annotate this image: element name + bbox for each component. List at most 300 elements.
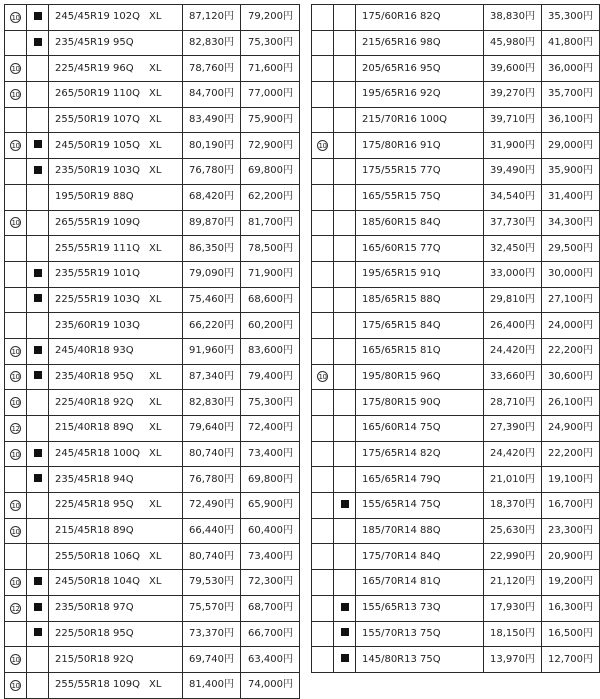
black-square-icon <box>34 269 42 277</box>
product-cell <box>356 184 484 210</box>
discount-price-cell: 20,900円 <box>542 544 600 570</box>
mark-cell-1 <box>5 595 27 621</box>
table-row <box>5 107 300 133</box>
load-speed-index: 95Q <box>420 62 441 74</box>
discount-price-cell: 62,200円 <box>241 184 300 210</box>
price-cell: 69,740円 <box>183 647 241 673</box>
price-cell: 76,780円 <box>183 159 241 185</box>
mark-cell-1 <box>312 621 334 647</box>
load-speed-index: 92Q <box>113 396 134 408</box>
price-cell: 22,990円 <box>484 544 542 570</box>
price-cell: 27,390円 <box>484 416 542 442</box>
load-speed-index: 84Q <box>420 216 441 228</box>
mark-cell-1 <box>312 313 334 339</box>
load-speed-index: 95Q <box>113 370 134 382</box>
mark-cell-2 <box>27 390 49 416</box>
table-row <box>312 5 600 31</box>
tire-size: 165/60R14 <box>362 422 417 434</box>
discount-price-cell: 77,000円 <box>241 82 300 108</box>
discount-price-cell: 41,800円 <box>542 30 600 56</box>
load-speed-index: 103Q <box>113 165 140 177</box>
tire-size: 195/80R15 <box>362 370 417 382</box>
mark-cell-2 <box>334 159 356 185</box>
load-speed-index: 93Q <box>113 345 134 357</box>
mark-cell-2 <box>334 313 356 339</box>
tire-size: 245/40R18 <box>55 345 110 357</box>
table-row <box>5 236 300 262</box>
circled-number-mark: 10 <box>11 399 20 408</box>
price-cell: 79,530円 <box>183 570 241 596</box>
tire-size: 215/65R16 <box>362 37 417 49</box>
tire-size: 185/60R15 <box>362 216 417 228</box>
mark-cell-2 <box>334 210 356 236</box>
table-row <box>5 5 300 31</box>
load-speed-index: 105Q <box>113 139 140 151</box>
black-square-icon <box>34 628 42 636</box>
mark-cell-2 <box>27 595 49 621</box>
tire-size: 245/50R18 <box>55 576 110 588</box>
price-cell: 33,000円 <box>484 261 542 287</box>
discount-price-cell: 19,200円 <box>542 570 600 596</box>
table-row <box>312 595 600 621</box>
discount-price-cell: 35,700円 <box>542 82 600 108</box>
tire-size: 245/50R19 <box>55 139 110 151</box>
mark-cell-1 <box>5 184 27 210</box>
table-row <box>5 82 300 108</box>
load-speed-index: 111Q <box>113 242 140 254</box>
mark-cell-2 <box>27 518 49 544</box>
tire-size: 235/50R19 <box>55 165 110 177</box>
price-cell: 80,740円 <box>183 544 241 570</box>
product-cell <box>49 647 183 673</box>
load-speed-index: 109Q <box>113 679 140 691</box>
discount-price-cell: 69,800円 <box>241 467 300 493</box>
load-speed-index: 81Q <box>420 345 441 357</box>
price-table-left <box>4 4 300 699</box>
product-cell <box>356 518 484 544</box>
price-cell: 34,540円 <box>484 184 542 210</box>
tire-size: 255/55R19 <box>55 242 110 254</box>
table-row <box>312 647 600 673</box>
black-square-icon <box>341 628 349 636</box>
load-speed-index: 95Q <box>113 37 134 49</box>
product-cell <box>356 467 484 493</box>
mark-cell-2 <box>27 210 49 236</box>
tire-size: 265/50R19 <box>55 88 110 100</box>
table-row <box>312 416 600 442</box>
load-speed-index: 103Q <box>113 293 140 305</box>
tire-size: 205/65R16 <box>362 62 417 74</box>
product-cell <box>49 338 183 364</box>
mark-cell-2 <box>334 338 356 364</box>
mark-cell-2 <box>334 133 356 159</box>
mark-cell-1 <box>5 570 27 596</box>
product-cell <box>356 107 484 133</box>
price-cell: 87,120円 <box>183 5 241 31</box>
load-speed-index: 81Q <box>420 576 441 588</box>
tire-size: 175/80R15 <box>362 396 417 408</box>
table-row <box>312 159 600 185</box>
table-row <box>5 364 300 390</box>
mark-cell-2 <box>334 82 356 108</box>
price-cell: 31,900円 <box>484 133 542 159</box>
product-cell <box>49 107 183 133</box>
circled-number-mark: 10 <box>11 142 20 151</box>
product-cell <box>49 493 183 519</box>
circled-number-mark: 10 <box>11 65 20 74</box>
load-speed-index: 110Q <box>113 88 140 100</box>
mark-cell-2 <box>27 159 49 185</box>
product-cell <box>356 236 484 262</box>
mark-cell-1 <box>312 133 334 159</box>
discount-price-cell: 73,400円 <box>241 441 300 467</box>
table-row <box>312 544 600 570</box>
load-speed-index: 100Q <box>113 448 140 460</box>
mark-cell-2 <box>27 544 49 570</box>
tire-size: 215/50R18 <box>55 653 110 665</box>
price-cell: 45,980円 <box>484 30 542 56</box>
circled-number-mark: 10 <box>11 681 20 690</box>
mark-cell-1 <box>5 210 27 236</box>
discount-price-cell: 75,300円 <box>241 30 300 56</box>
xl-label: XL <box>149 88 162 100</box>
table-row <box>5 184 300 210</box>
circled-number-mark: 10 <box>11 450 20 459</box>
mark-cell-1 <box>312 467 334 493</box>
load-speed-index: 96Q <box>113 62 134 74</box>
xl-label: XL <box>149 576 162 588</box>
load-speed-index: 75Q <box>420 653 441 665</box>
tire-size: 255/55R18 <box>55 679 110 691</box>
product-cell <box>356 82 484 108</box>
circled-number-mark: 10 <box>318 373 327 382</box>
mark-cell-1 <box>312 261 334 287</box>
table-row <box>312 518 600 544</box>
table-row <box>5 159 300 185</box>
discount-price-cell: 73,400円 <box>241 544 300 570</box>
table-row <box>5 338 300 364</box>
price-cell: 21,120円 <box>484 570 542 596</box>
price-cell: 72,490円 <box>183 493 241 519</box>
table-row <box>312 364 600 390</box>
table-row <box>5 390 300 416</box>
table-row <box>5 647 300 673</box>
discount-price-cell: 16,700円 <box>542 493 600 519</box>
mark-cell-2 <box>334 621 356 647</box>
load-speed-index: 88Q <box>420 293 441 305</box>
circled-number-mark: 10 <box>11 219 20 228</box>
load-speed-index: 104Q <box>113 576 140 588</box>
price-cell: 29,810円 <box>484 287 542 313</box>
table-row <box>312 133 600 159</box>
discount-price-cell: 75,900円 <box>241 107 300 133</box>
load-speed-index: 75Q <box>420 627 441 639</box>
tire-size: 195/50R19 <box>55 191 110 203</box>
tire-size: 245/45R19 <box>55 11 110 23</box>
table-row <box>312 621 600 647</box>
discount-price-cell: 30,600円 <box>542 364 600 390</box>
mark-cell-2 <box>334 544 356 570</box>
discount-price-cell: 36,100円 <box>542 107 600 133</box>
mark-cell-1 <box>5 313 27 339</box>
tire-size: 235/60R19 <box>55 319 110 331</box>
black-square-icon <box>34 371 42 379</box>
circled-number-mark: 10 <box>11 578 20 587</box>
circled-number-mark: 10 <box>11 13 20 22</box>
table-row <box>5 493 300 519</box>
discount-price-cell: 79,200円 <box>241 5 300 31</box>
mark-cell-2 <box>27 287 49 313</box>
price-cell: 80,190円 <box>183 133 241 159</box>
table-row <box>5 416 300 442</box>
discount-price-cell: 36,000円 <box>542 56 600 82</box>
mark-cell-1 <box>5 30 27 56</box>
load-speed-index: 88Q <box>420 525 441 537</box>
table-row <box>312 570 600 596</box>
load-speed-index: 75Q <box>420 422 441 434</box>
xl-label: XL <box>149 550 162 562</box>
mark-cell-1 <box>312 647 334 673</box>
table-row <box>5 210 300 236</box>
product-cell <box>49 287 183 313</box>
tire-size: 225/55R19 <box>55 293 110 305</box>
tire-size: 175/70R14 <box>362 550 417 562</box>
product-cell <box>356 544 484 570</box>
mark-cell-1 <box>312 493 334 519</box>
load-speed-index: 91Q <box>420 268 441 280</box>
mark-cell-1 <box>5 5 27 31</box>
discount-price-cell: 30,000円 <box>542 261 600 287</box>
load-speed-index: 75Q <box>420 191 441 203</box>
discount-price-cell: 24,000円 <box>542 313 600 339</box>
product-cell <box>356 133 484 159</box>
tire-size: 165/70R14 <box>362 576 417 588</box>
price-cell: 89,870円 <box>183 210 241 236</box>
price-cell: 82,830円 <box>183 390 241 416</box>
black-square-icon <box>34 346 42 354</box>
price-cell: 79,640円 <box>183 416 241 442</box>
mark-cell-2 <box>27 107 49 133</box>
xl-label: XL <box>149 396 162 408</box>
table-row <box>312 56 600 82</box>
black-square-icon <box>34 166 42 174</box>
price-cell: 75,570円 <box>183 595 241 621</box>
discount-price-cell: 31,400円 <box>542 184 600 210</box>
mark-cell-2 <box>334 287 356 313</box>
tire-size: 255/50R18 <box>55 550 110 562</box>
load-speed-index: 103Q <box>113 319 140 331</box>
table-row <box>312 184 600 210</box>
load-speed-index: 96Q <box>420 370 441 382</box>
load-speed-index: 100Q <box>420 114 447 126</box>
tire-size: 225/40R18 <box>55 396 110 408</box>
circled-number-mark: 10 <box>11 656 20 665</box>
circled-number-mark: 10 <box>11 501 20 510</box>
tire-size: 255/50R19 <box>55 114 110 126</box>
table-row <box>5 518 300 544</box>
discount-price-cell: 65,900円 <box>241 493 300 519</box>
discount-price-cell: 74,000円 <box>241 672 300 698</box>
product-cell <box>356 159 484 185</box>
tire-size: 165/65R14 <box>362 473 417 485</box>
mark-cell-2 <box>27 364 49 390</box>
table-row <box>5 441 300 467</box>
discount-price-cell: 29,500円 <box>542 236 600 262</box>
mark-cell-2 <box>334 518 356 544</box>
mark-cell-2 <box>334 261 356 287</box>
mark-cell-2 <box>334 30 356 56</box>
discount-price-cell: 24,900円 <box>542 416 600 442</box>
price-cell: 28,710円 <box>484 390 542 416</box>
product-cell <box>356 364 484 390</box>
mark-cell-2 <box>334 184 356 210</box>
price-cell: 84,700円 <box>183 82 241 108</box>
price-cell: 68,420円 <box>183 184 241 210</box>
load-speed-index: 79Q <box>420 473 441 485</box>
tire-size: 155/65R13 <box>362 602 417 614</box>
product-cell <box>356 210 484 236</box>
price-cell: 87,340円 <box>183 364 241 390</box>
table-row <box>312 390 600 416</box>
price-cell: 39,600円 <box>484 56 542 82</box>
xl-label: XL <box>149 139 162 151</box>
product-cell <box>49 672 183 698</box>
price-cell: 91,960円 <box>183 338 241 364</box>
price-cell: 76,780円 <box>183 467 241 493</box>
product-cell <box>49 390 183 416</box>
discount-price-cell: 75,300円 <box>241 390 300 416</box>
product-cell <box>49 416 183 442</box>
xl-label: XL <box>149 448 162 460</box>
price-cell: 17,930円 <box>484 595 542 621</box>
tire-size: 165/55R15 <box>362 191 417 203</box>
price-cell: 32,450円 <box>484 236 542 262</box>
mark-cell-1 <box>312 5 334 31</box>
circled-number-mark: 10 <box>318 142 327 151</box>
product-cell <box>356 390 484 416</box>
product-cell <box>356 493 484 519</box>
mark-cell-2 <box>334 390 356 416</box>
mark-cell-1 <box>5 338 27 364</box>
tire-size: 235/50R18 <box>55 602 110 614</box>
product-cell <box>356 416 484 442</box>
mark-cell-1 <box>312 570 334 596</box>
price-cell: 66,440円 <box>183 518 241 544</box>
mark-cell-2 <box>27 184 49 210</box>
mark-cell-2 <box>27 56 49 82</box>
discount-price-cell: 35,900円 <box>542 159 600 185</box>
discount-price-cell: 60,400円 <box>241 518 300 544</box>
mark-cell-2 <box>334 416 356 442</box>
mark-cell-1 <box>5 287 27 313</box>
load-speed-index: 92Q <box>113 653 134 665</box>
mark-cell-1 <box>312 441 334 467</box>
discount-price-cell: 35,300円 <box>542 5 600 31</box>
black-square-icon <box>341 603 349 611</box>
table-row <box>312 467 600 493</box>
product-cell <box>356 621 484 647</box>
load-speed-index: 77Q <box>420 242 441 254</box>
mark-cell-1 <box>5 261 27 287</box>
tire-size: 175/60R16 <box>362 11 417 23</box>
product-cell <box>49 467 183 493</box>
mark-cell-1 <box>312 159 334 185</box>
mark-cell-2 <box>27 621 49 647</box>
load-speed-index: 94Q <box>113 473 134 485</box>
load-speed-index: 82Q <box>420 448 441 460</box>
xl-label: XL <box>149 370 162 382</box>
circled-number-mark: 10 <box>11 347 20 356</box>
product-cell <box>49 184 183 210</box>
mark-cell-2 <box>27 672 49 698</box>
mark-cell-1 <box>312 184 334 210</box>
xl-label: XL <box>149 679 162 691</box>
price-cell: 73,370円 <box>183 621 241 647</box>
discount-price-cell: 60,200円 <box>241 313 300 339</box>
xl-label: XL <box>149 11 162 23</box>
load-speed-index: 97Q <box>113 602 134 614</box>
mark-cell-1 <box>312 518 334 544</box>
mark-cell-1 <box>5 647 27 673</box>
mark-cell-1 <box>5 82 27 108</box>
mark-cell-2 <box>27 416 49 442</box>
mark-cell-2 <box>334 56 356 82</box>
price-cell: 81,400円 <box>183 672 241 698</box>
tire-size: 175/65R15 <box>362 319 417 331</box>
mark-cell-2 <box>27 570 49 596</box>
mark-cell-1 <box>5 441 27 467</box>
product-cell <box>49 570 183 596</box>
load-speed-index: 109Q <box>113 216 140 228</box>
table-row <box>5 467 300 493</box>
price-cell: 24,420円 <box>484 441 542 467</box>
price-cell: 78,760円 <box>183 56 241 82</box>
price-cell: 79,090円 <box>183 261 241 287</box>
discount-price-cell: 63,400円 <box>241 647 300 673</box>
load-speed-index: 106Q <box>113 550 140 562</box>
black-square-icon <box>34 38 42 46</box>
discount-price-cell: 16,500円 <box>542 621 600 647</box>
mark-cell-2 <box>334 364 356 390</box>
product-cell <box>356 338 484 364</box>
price-cell: 39,710円 <box>484 107 542 133</box>
tire-size: 235/55R19 <box>55 268 110 280</box>
load-speed-index: 95Q <box>113 627 134 639</box>
price-cell: 37,730円 <box>484 210 542 236</box>
price-cell: 83,490円 <box>183 107 241 133</box>
mark-cell-1 <box>312 82 334 108</box>
discount-price-cell: 69,800円 <box>241 159 300 185</box>
mark-cell-1 <box>5 364 27 390</box>
tire-size: 215/40R18 <box>55 422 110 434</box>
mark-cell-2 <box>334 467 356 493</box>
tire-size: 215/45R18 <box>55 525 110 537</box>
tire-size: 185/65R15 <box>362 293 417 305</box>
mark-cell-2 <box>334 570 356 596</box>
product-cell <box>49 133 183 159</box>
mark-cell-2 <box>27 647 49 673</box>
discount-price-cell: 22,200円 <box>542 338 600 364</box>
price-cell: 33,660円 <box>484 364 542 390</box>
product-cell <box>49 30 183 56</box>
tire-size: 225/45R19 <box>55 62 110 74</box>
tire-size: 265/55R19 <box>55 216 110 228</box>
mark-cell-1 <box>312 210 334 236</box>
xl-label: XL <box>149 422 162 434</box>
product-cell <box>49 544 183 570</box>
mark-cell-2 <box>27 441 49 467</box>
tire-size: 175/55R15 <box>362 165 417 177</box>
